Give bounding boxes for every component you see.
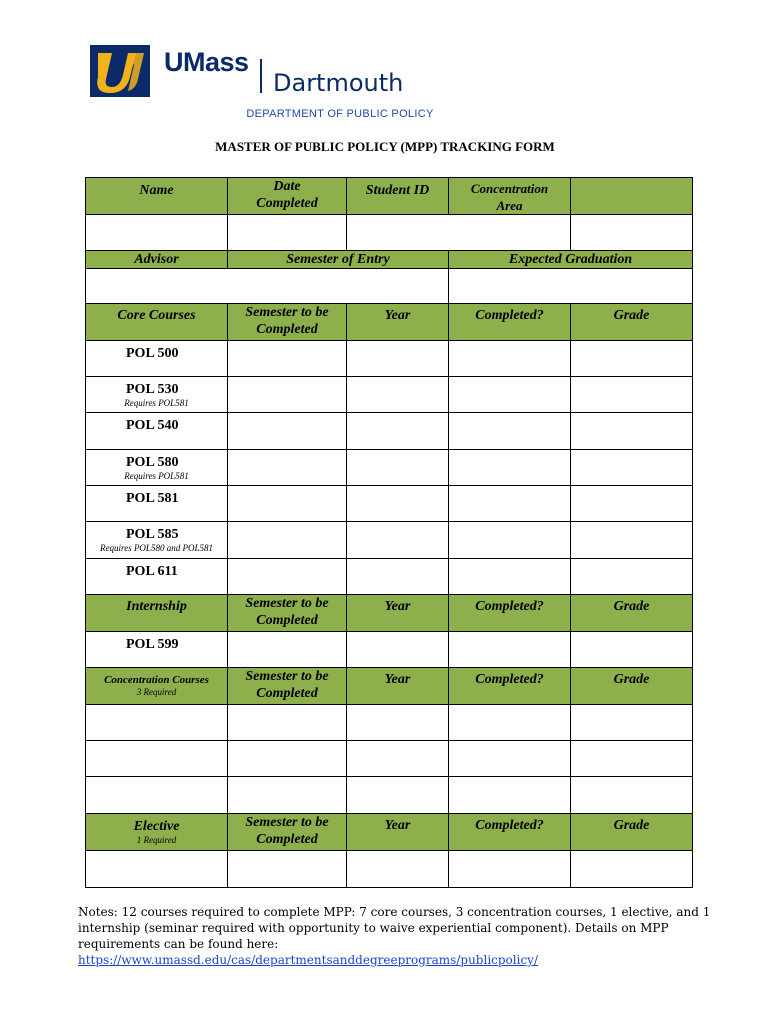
course-row (86, 341, 693, 377)
completed-field[interactable] (449, 413, 571, 450)
completed-label: Completed? (475, 672, 544, 687)
semester-field[interactable] (228, 341, 347, 377)
year-field[interactable] (347, 777, 449, 814)
completed-field[interactable] (449, 341, 571, 377)
semester-field[interactable] (228, 777, 347, 814)
elective-requirement: 1 Required (136, 835, 177, 845)
notes (78, 904, 718, 968)
expected-grad-header (449, 251, 693, 269)
grade-field[interactable] (571, 632, 693, 668)
grade-field[interactable] (571, 705, 693, 741)
completed-header (449, 668, 571, 705)
date-label-line2: Completed (256, 196, 318, 211)
year-header (347, 595, 449, 632)
completed-field[interactable] (449, 632, 571, 668)
completed-header (449, 595, 571, 632)
date-completed-field[interactable] (228, 215, 347, 251)
grade-header (571, 668, 693, 705)
course-cell (86, 486, 228, 522)
student-id-label: Student ID (365, 183, 430, 198)
internship-header (86, 595, 228, 632)
semester-header (228, 668, 347, 705)
core-courses-label: Core Courses (117, 308, 196, 323)
year-field[interactable] (347, 450, 449, 486)
semester-label (228, 595, 346, 629)
course-row (86, 777, 693, 814)
course-name-field[interactable] (86, 851, 228, 888)
student-id-header (347, 178, 449, 215)
semester-field[interactable] (228, 413, 347, 450)
internship-header-row (86, 595, 693, 632)
completed-label: Completed? (475, 308, 544, 323)
semester-label (228, 668, 346, 702)
elective-label: Elective (133, 819, 180, 834)
logo-umass-text: UMass (164, 47, 249, 77)
internship-label: Internship (126, 599, 187, 614)
course-row (86, 632, 693, 668)
course-code: POL 581 (126, 491, 179, 506)
completed-label: Completed? (475, 818, 544, 833)
date-label-line1: Date (273, 179, 301, 194)
course-cell (86, 341, 228, 377)
semester-field[interactable] (228, 741, 347, 777)
semester-field[interactable] (228, 486, 347, 522)
grade-header (571, 595, 693, 632)
name-field[interactable] (86, 215, 228, 251)
semester-line2: Completed (256, 322, 318, 337)
course-row (86, 705, 693, 741)
semester-field[interactable] (228, 559, 347, 595)
expected-grad-field[interactable] (449, 269, 693, 304)
completed-field[interactable] (449, 450, 571, 486)
advisor-header-row (86, 251, 693, 269)
year-field[interactable] (347, 559, 449, 595)
umass-logo-icon (90, 45, 150, 97)
department-name: DEPARTMENT OF PUBLIC POLICY (246, 108, 434, 120)
form-title: MASTER OF PUBLIC POLICY (MPP) TRACKING FORM (215, 139, 555, 154)
course-prerequisite: Requires POL580 and POL581 (100, 543, 213, 553)
grade-field[interactable] (571, 741, 693, 777)
year-field[interactable] (347, 413, 449, 450)
semester-field[interactable] (228, 450, 347, 486)
semester-field[interactable] (228, 632, 347, 668)
date-completed-label (228, 178, 346, 212)
semester-entry-header (228, 251, 449, 269)
semester-label (228, 814, 346, 848)
course-code: POL 580 (126, 455, 179, 470)
semester-line2: Completed (256, 613, 318, 628)
course-prerequisite: Requires POL581 (124, 398, 189, 408)
notes-text: Notes: 12 courses required to complete MPP: 7 core courses, 3 concentration courses, 1 elective, and 1 internship (seminar required with opportunity to waive experiential component). Details on MPP requirements can be found here: (78, 905, 711, 951)
year-header (347, 814, 449, 851)
core-courses-header-row (86, 304, 693, 341)
completed-field[interactable] (449, 377, 571, 413)
course-row (86, 559, 693, 595)
course-row (86, 522, 693, 559)
year-label: Year (384, 308, 411, 323)
course-row (86, 851, 693, 888)
grade-field[interactable] (571, 522, 693, 559)
course-row (86, 450, 693, 486)
completed-label: Completed? (475, 599, 544, 614)
logo-divider (260, 59, 262, 93)
concentration-area-header (449, 178, 571, 215)
year-field[interactable] (347, 851, 449, 888)
semester-field[interactable] (228, 851, 347, 888)
course-row (86, 377, 693, 413)
elective-header (86, 814, 228, 851)
completed-field[interactable] (449, 777, 571, 814)
completed-field[interactable] (449, 522, 571, 559)
grade-field[interactable] (571, 486, 693, 522)
year-label: Year (384, 599, 411, 614)
course-row (86, 486, 693, 522)
grade-field[interactable] (571, 851, 693, 888)
grade-field[interactable] (571, 559, 693, 595)
year-field[interactable] (347, 522, 449, 559)
grade-field[interactable] (571, 777, 693, 814)
year-header (347, 304, 449, 341)
course-name-field[interactable] (86, 705, 228, 741)
year-field[interactable] (347, 741, 449, 777)
year-field[interactable] (347, 341, 449, 377)
grade-field[interactable] (571, 413, 693, 450)
advisor-label: Advisor (134, 252, 179, 267)
completed-field[interactable] (449, 559, 571, 595)
semester-line2: Completed (256, 686, 318, 701)
student-id-field[interactable] (347, 215, 571, 251)
advisor-input-row (86, 269, 693, 304)
course-code: POL 611 (126, 564, 178, 579)
grade-field[interactable] (571, 341, 693, 377)
tracking-table (85, 177, 693, 888)
blank-header-cell (571, 178, 693, 215)
semester-line1: Semester to be (245, 669, 329, 684)
semester-header (228, 304, 347, 341)
course-cell (86, 377, 228, 413)
name-header (86, 178, 228, 215)
grade-label: Grade (613, 818, 650, 833)
semester-entry-label: Semester of Entry (286, 252, 390, 267)
grade-header (571, 814, 693, 851)
grade-label: Grade (613, 672, 650, 687)
course-code: POL 585 (126, 527, 179, 542)
completed-field[interactable] (449, 705, 571, 741)
course-row (86, 741, 693, 777)
policy-link[interactable]: https://www.umassd.edu/cas/departmentsanddegreeprograms/publicpolicy/ (78, 953, 538, 967)
completed-field[interactable] (449, 741, 571, 777)
grade-label: Grade (613, 308, 650, 323)
course-code: POL 540 (126, 418, 179, 433)
semester-field[interactable] (228, 705, 347, 741)
conc-label-line2: Area (496, 198, 523, 213)
completed-field[interactable] (449, 851, 571, 888)
completed-header (449, 304, 571, 341)
semester-header (228, 595, 347, 632)
course-code: POL 599 (126, 637, 179, 652)
advisor-field[interactable] (86, 269, 449, 304)
year-header (347, 668, 449, 705)
grade-header (571, 304, 693, 341)
concentration-label: Concentration Courses (104, 674, 209, 686)
semester-line1: Semester to be (245, 305, 329, 320)
course-code: POL 500 (126, 346, 179, 361)
date-completed-header (228, 178, 347, 215)
year-label: Year (384, 672, 411, 687)
umass-logo (90, 45, 420, 105)
course-cell (86, 522, 228, 559)
tracking-form (85, 177, 693, 888)
semester-line1: Semester to be (245, 596, 329, 611)
grade-field[interactable] (571, 377, 693, 413)
concentration-header (86, 668, 228, 705)
semester-field[interactable] (228, 522, 347, 559)
grade-label: Grade (613, 599, 650, 614)
semester-label (228, 304, 346, 338)
year-field[interactable] (347, 705, 449, 741)
elective-header-row (86, 814, 693, 851)
course-cell (86, 632, 228, 668)
student-info-header-row (86, 178, 693, 215)
course-row (86, 413, 693, 450)
course-name-field[interactable] (86, 741, 228, 777)
completed-header (449, 814, 571, 851)
semester-line1: Semester to be (245, 815, 329, 830)
semester-header (228, 814, 347, 851)
conc-label-line1: Concentration (470, 181, 549, 196)
course-cell (86, 559, 228, 595)
concentration-area-label (449, 178, 570, 214)
semester-line2: Completed (256, 832, 318, 847)
course-cell (86, 413, 228, 450)
course-code: POL 530 (126, 382, 179, 397)
logo-dartmouth-text: Dartmouth (273, 69, 404, 97)
concentration-requirement: 3 Required (136, 687, 177, 697)
semester-field[interactable] (228, 377, 347, 413)
course-name-field[interactable] (86, 777, 228, 814)
student-info-input-row (86, 215, 693, 251)
name-label: Name (139, 183, 174, 198)
concentration-area-field[interactable] (571, 215, 693, 251)
advisor-header (86, 251, 228, 269)
expected-grad-label: Expected Graduation (508, 252, 633, 267)
year-field[interactable] (347, 632, 449, 668)
core-courses-header (86, 304, 228, 341)
grade-field[interactable] (571, 450, 693, 486)
course-prerequisite: Requires POL581 (124, 471, 189, 481)
concentration-header-row (86, 668, 693, 705)
year-field[interactable] (347, 377, 449, 413)
course-cell (86, 450, 228, 486)
completed-field[interactable] (449, 486, 571, 522)
year-field[interactable] (347, 486, 449, 522)
year-label: Year (384, 818, 411, 833)
